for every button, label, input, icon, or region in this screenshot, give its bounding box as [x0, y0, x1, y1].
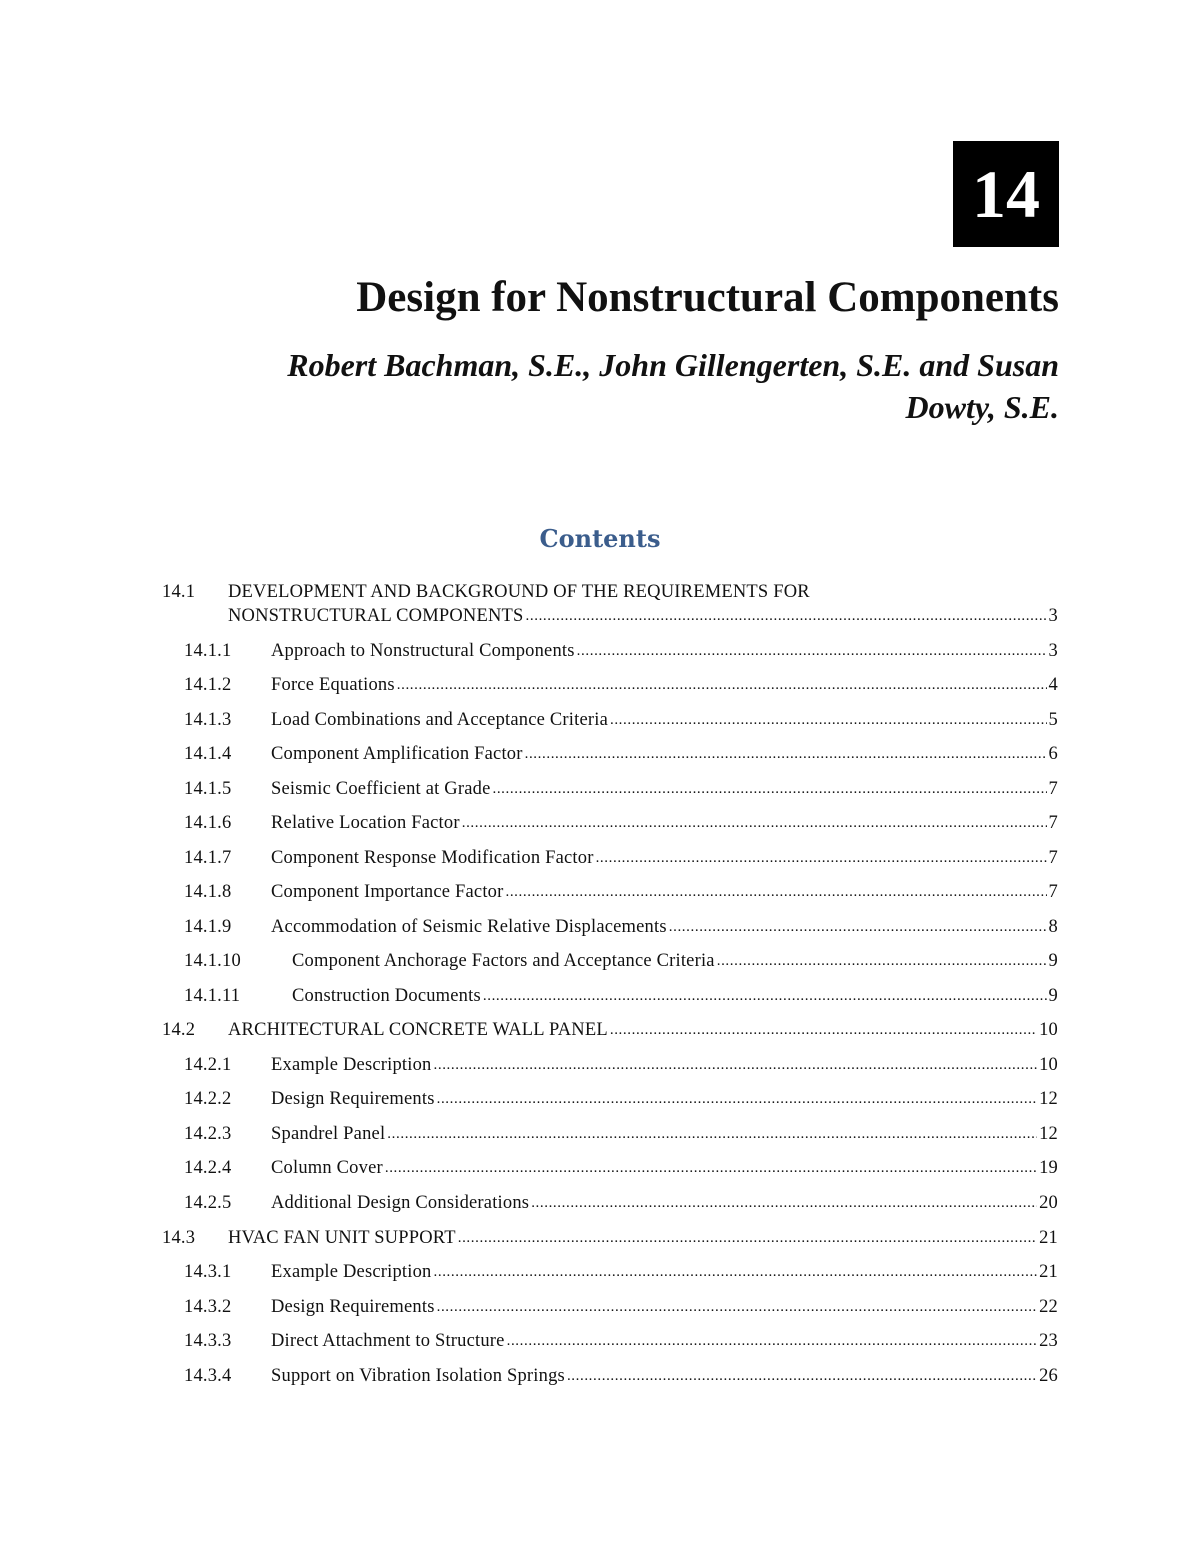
toc-entry-14-2-2[interactable]	[162, 1089, 1058, 1119]
toc-entry-14-1-8[interactable]	[162, 882, 1058, 912]
toc-leader-dots	[505, 881, 1046, 902]
chapter-number-box	[953, 141, 1059, 247]
toc-entry-page: 9	[1048, 986, 1058, 1006]
toc-entry-number: 14.3.1	[184, 1262, 232, 1282]
toc-entry-label: Load Combinations and Acceptance Criteria	[271, 710, 608, 730]
toc-leader-dots	[437, 1296, 1038, 1317]
toc-entry-page: 19	[1039, 1158, 1058, 1178]
toc-leader-dots	[434, 1054, 1038, 1075]
toc-leader-dots	[483, 985, 1047, 1006]
toc-entry-label: Additional Design Considerations	[271, 1193, 530, 1213]
toc-leader-dots	[669, 916, 1047, 937]
toc-entry-number: 14.2.3	[184, 1124, 232, 1144]
toc-entry-14-1-3[interactable]	[162, 710, 1058, 740]
toc-entry-number: 14.1.7	[184, 848, 232, 868]
toc-entry-14-1-7[interactable]	[162, 848, 1058, 878]
toc-entry-number: 14.2.1	[184, 1055, 232, 1075]
toc-entry-14-1-first-line[interactable]	[162, 582, 810, 603]
toc-entry-14-2-1[interactable]	[162, 1055, 1058, 1085]
toc-entry-label: Construction Documents	[292, 986, 481, 1006]
toc-leader-dots	[525, 743, 1047, 764]
toc-entry-number: 14.1.1	[184, 641, 232, 661]
toc-entry-14-3-2[interactable]	[162, 1297, 1058, 1327]
toc-entry-14-1[interactable]	[228, 606, 1058, 636]
toc-leader-dots	[526, 605, 1047, 626]
chapter-number: 14	[972, 155, 1040, 232]
toc-entry-number: 14.1.6	[184, 813, 232, 833]
toc-leader-dots	[596, 847, 1047, 868]
toc-entry-number: 14.1.11	[184, 986, 241, 1006]
toc-entry-page: 9	[1048, 951, 1058, 971]
toc-leader-dots	[507, 1330, 1038, 1351]
toc-entry-label: Direct Attachment to Structure	[271, 1331, 505, 1351]
toc-entry-label-line1: DEVELOPMENT AND BACKGROUND OF THE REQUIREMENTS FOR	[228, 582, 810, 602]
toc-entry-14-2-3[interactable]	[162, 1124, 1058, 1154]
toc-entry-label: Example Description	[271, 1055, 432, 1075]
toc-entry-page: 21	[1039, 1262, 1058, 1282]
toc-entry-page: 6	[1048, 744, 1058, 764]
toc-entry-number: 14.3.4	[184, 1366, 232, 1386]
authors-line-2: Dowty, S.E.	[905, 389, 1059, 425]
toc-leader-dots	[458, 1227, 1037, 1248]
chapter-authors	[159, 344, 1059, 428]
toc-entry-label: Design Requirements	[271, 1297, 435, 1317]
toc-entry-page: 7	[1048, 779, 1058, 799]
toc-leader-dots	[577, 640, 1047, 661]
toc-entry-14-1-4[interactable]	[162, 744, 1058, 774]
toc-entry-14-1-9[interactable]	[162, 917, 1058, 947]
toc-leader-dots	[717, 950, 1047, 971]
toc-leader-dots	[492, 778, 1046, 799]
toc-leader-dots	[567, 1365, 1037, 1386]
toc-entry-14-1-1[interactable]	[162, 641, 1058, 671]
toc-entry-14-1-2[interactable]	[162, 675, 1058, 705]
toc-entry-number: 14.2.2	[184, 1089, 232, 1109]
toc-entry-page: 7	[1048, 882, 1058, 902]
toc-entry-page: 3	[1048, 641, 1058, 661]
toc-leader-dots	[531, 1192, 1037, 1213]
toc-entry-page: 21	[1039, 1228, 1058, 1248]
toc-entry-number: 14.1.2	[184, 675, 232, 695]
toc-entry-label: Design Requirements	[271, 1089, 435, 1109]
toc-entry-number: 14.3.3	[184, 1331, 232, 1351]
toc-entry-14-1-11[interactable]	[162, 986, 1058, 1016]
toc-entry-page: 3	[1048, 606, 1058, 626]
toc-entry-label: Accommodation of Seismic Relative Displacements	[271, 917, 667, 937]
toc-entry-label: Approach to Nonstructural Components	[271, 641, 575, 661]
toc-entry-14-2-5[interactable]	[162, 1193, 1058, 1223]
toc-entry-number: 14.3.2	[184, 1297, 232, 1317]
toc-entry-number: 14.2.4	[184, 1158, 232, 1178]
toc-entry-page: 8	[1048, 917, 1058, 937]
toc-entry-page: 26	[1039, 1366, 1058, 1386]
toc-leader-dots	[437, 1088, 1038, 1109]
toc-entry-14-2-4[interactable]	[162, 1158, 1058, 1188]
toc-entry-page: 23	[1039, 1331, 1058, 1351]
toc-leader-dots	[385, 1157, 1037, 1178]
toc-entry-page: 22	[1039, 1297, 1058, 1317]
toc-entry-label: Component Importance Factor	[271, 882, 504, 902]
toc-entry-number: 14.2	[162, 1020, 196, 1040]
toc-entry-14-3-4[interactable]	[162, 1366, 1058, 1396]
toc-entry-label: Spandrel Panel	[271, 1124, 386, 1144]
toc-entry-page: 4	[1048, 675, 1058, 695]
toc-entry-label: HVAC FAN UNIT SUPPORT	[228, 1228, 456, 1248]
toc-leader-dots	[387, 1123, 1037, 1144]
authors-line-1: Robert Bachman, S.E., John Gillengerten, S.E. and Susan	[287, 347, 1059, 383]
toc-entry-page: 12	[1039, 1089, 1058, 1109]
toc-entry-number: 14.1.10	[184, 951, 241, 971]
toc-entry-label: Relative Location Factor	[271, 813, 460, 833]
toc-entry-page: 7	[1048, 848, 1058, 868]
contents-heading: Contents	[539, 524, 661, 553]
toc-leader-dots	[610, 709, 1047, 730]
toc-entry-14-1-6[interactable]	[162, 813, 1058, 843]
toc-entry-number: 14.1.8	[184, 882, 232, 902]
toc-entry-page: 20	[1039, 1193, 1058, 1213]
toc-entry-label: Component Amplification Factor	[271, 744, 523, 764]
toc-entry-page: 10	[1039, 1020, 1058, 1040]
toc-entry-number: 14.1.5	[184, 779, 232, 799]
toc-entry-14-2[interactable]	[162, 1020, 1058, 1050]
toc-entry-page: 12	[1039, 1124, 1058, 1144]
toc-entry-page: 5	[1048, 710, 1058, 730]
toc-entry-14-1-10[interactable]	[162, 951, 1058, 981]
toc-entry-label: Seismic Coefficient at Grade	[271, 779, 491, 799]
toc-entry-label: ARCHITECTURAL CONCRETE WALL PANEL	[228, 1020, 608, 1040]
toc-entry-label: Column Cover	[271, 1158, 383, 1178]
toc-entry-14-3-3[interactable]	[162, 1331, 1058, 1361]
toc-entry-label: Force Equations	[271, 675, 395, 695]
toc-entry-label: Component Response Modification Factor	[271, 848, 594, 868]
toc-entry-label: Example Description	[271, 1262, 432, 1282]
chapter-title: Design for Nonstructural Components	[356, 274, 1059, 321]
toc-entry-14-3-1[interactable]	[162, 1262, 1058, 1292]
toc-entry-number: 14.2.5	[184, 1193, 232, 1213]
toc-leader-dots	[462, 812, 1047, 833]
toc-entry-number: 14.1.4	[184, 744, 232, 764]
toc-entry-number: 14.1.9	[184, 917, 232, 937]
toc-entry-number: 14.1	[162, 582, 196, 602]
toc-leader-dots	[434, 1261, 1038, 1282]
toc-entry-number: 14.3	[162, 1228, 196, 1248]
toc-entry-page: 7	[1048, 813, 1058, 833]
toc-entry-label: Support on Vibration Isolation Springs	[271, 1366, 565, 1386]
toc-entry-14-1-5[interactable]	[162, 779, 1058, 809]
toc-leader-dots	[397, 674, 1047, 695]
toc-entry-number: 14.1.3	[184, 710, 232, 730]
toc-entry-label: Component Anchorage Factors and Acceptance Criteria	[292, 951, 715, 971]
toc-leader-dots	[610, 1019, 1037, 1040]
toc-entry-page: 10	[1039, 1055, 1058, 1075]
toc-entry-14-3[interactable]	[162, 1228, 1058, 1258]
toc-entry-label: NONSTRUCTURAL COMPONENTS	[228, 606, 524, 626]
